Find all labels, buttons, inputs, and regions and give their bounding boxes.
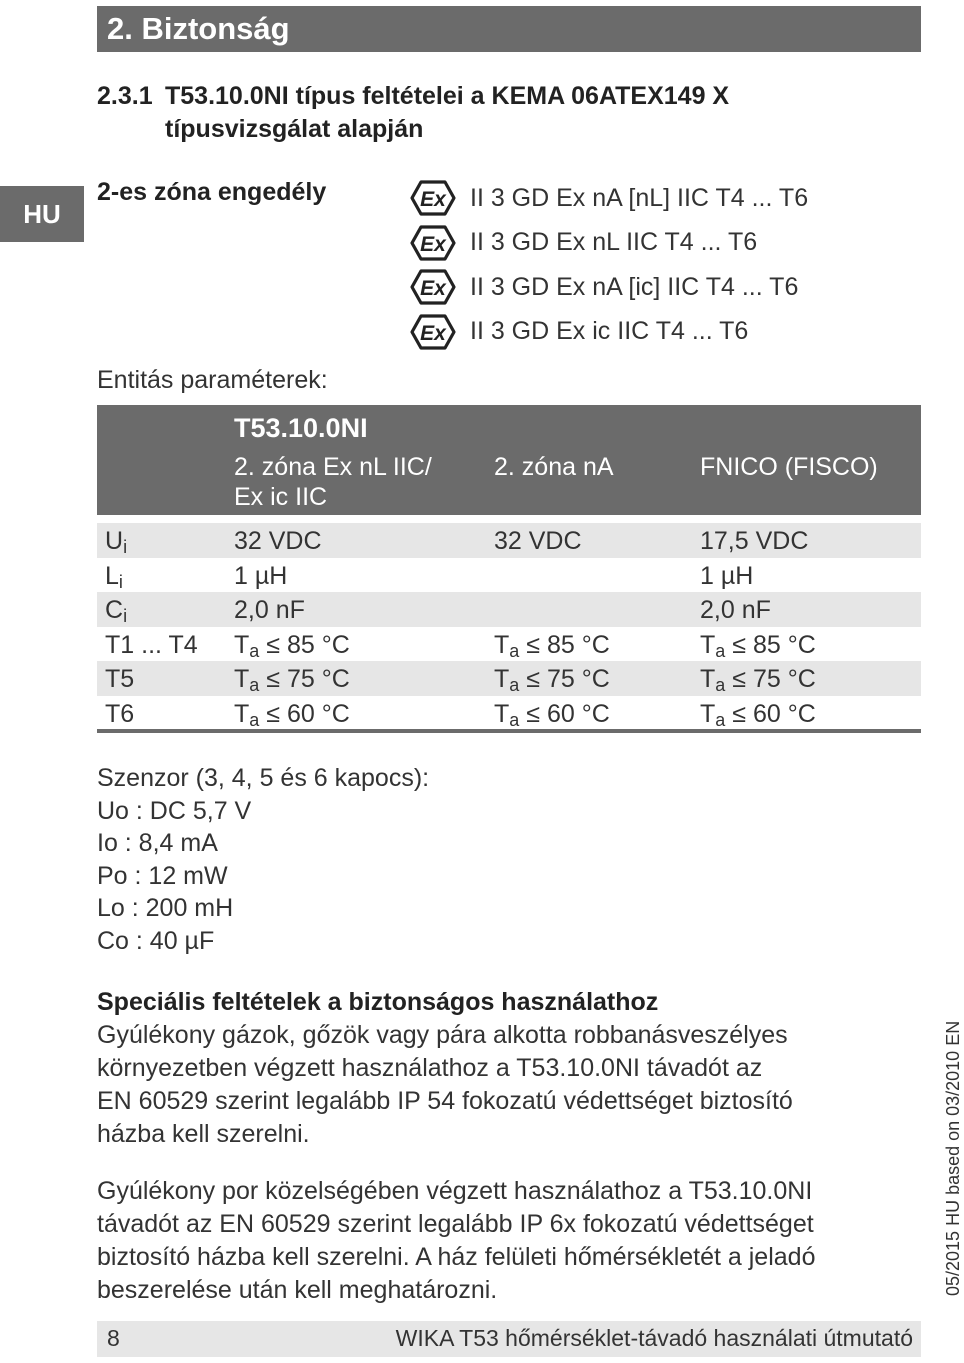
- text-line: EN 60529 szerint legalább IP 54 fokozatú védettséget biztosító: [97, 1087, 793, 1115]
- table-cell-temp: $T_a \le 85$ °C: [700, 630, 816, 661]
- ex-explosion-protection-icon: [410, 180, 456, 216]
- text-line: házba kell szerelni.: [97, 1120, 310, 1148]
- table-col2-header: 2. zóna nA: [494, 453, 614, 481]
- sensor-line: Lo : 200 mH: [97, 894, 234, 922]
- svg-text:Ex: Ex: [420, 321, 446, 345]
- table-cell-param: T1 ... T4: [105, 630, 198, 659]
- section-title: 2. Biztonság: [107, 11, 290, 46]
- text-line: távadót az EN 60529 szerint legalább IP 6x fokozatú védettséget: [97, 1210, 814, 1238]
- zone-approval-list: [410, 176, 808, 354]
- table-cell-param: T5: [105, 665, 135, 693]
- sensor-line: Io : 8,4 mA: [97, 829, 218, 857]
- approval-item: [410, 176, 808, 221]
- svg-text:Ex: Ex: [420, 188, 446, 212]
- table-col3-header: FNICO (FISCO): [700, 453, 878, 481]
- sensor-line: Po : 12 mW: [97, 861, 228, 890]
- table-cell: 1 µH: [234, 561, 288, 590]
- text-line: biztosító házba kell szerelni. A ház felületi hőmérsékletét a jeladó: [97, 1243, 816, 1271]
- svg-text:Ex: Ex: [420, 277, 446, 301]
- special-conditions-title: Speciális feltételek a biztonságos használathoz: [97, 988, 659, 1016]
- table-cell: 2,0 nF: [234, 596, 305, 624]
- special-conditions: [97, 986, 887, 1307]
- special-paragraph-2: [97, 1175, 887, 1307]
- table-cell-temp: $T_a \le 60$ °C: [494, 699, 610, 730]
- table-cell: 32 VDC: [234, 527, 322, 555]
- table-cell: 17,5 VDC: [700, 527, 809, 555]
- text-line: környezetben végzett használathoz a T53.10.0NI távadót az: [97, 1054, 763, 1082]
- table-col1-header-line2: Ex ic IIC: [234, 483, 328, 511]
- entity-table-header: [97, 405, 921, 515]
- page-footer: [97, 1321, 921, 1357]
- table-cell-temp: $T_a \le 60$ °C: [700, 699, 816, 730]
- svg-text:Ex: Ex: [420, 232, 446, 256]
- subsection-title-line2: típusvizsgálat alapján: [165, 115, 424, 143]
- table-cell-param: T6: [105, 699, 135, 728]
- table-cell-temp: $T_a \le 60$ °C: [234, 699, 350, 730]
- table-row: [97, 523, 921, 558]
- table-model-name: T53.10.0NI: [234, 413, 368, 443]
- entity-parameters-label: Entitás paraméterek:: [97, 366, 328, 394]
- approval-item: [410, 265, 808, 310]
- footer-title: WIKA T53 hőmérséklet-távadó használati útmutató: [395, 1325, 913, 1351]
- table-cell-temp: $T_a \le 85$ °C: [494, 630, 610, 661]
- table-cell-param: $U_i$: [105, 527, 128, 557]
- section-header: [97, 6, 921, 52]
- page-number: 8: [107, 1325, 120, 1351]
- table-row: [97, 696, 921, 731]
- approval-item: [410, 221, 808, 266]
- entity-table-body: [97, 523, 921, 730]
- table-bottom-rule: [97, 729, 921, 733]
- approval-text: II 3 GD Ex nA [nL] IIC T4 ... T6: [470, 183, 809, 212]
- table-cell-temp: $T_a \le 75$ °C: [494, 665, 610, 695]
- table-row: [97, 627, 921, 662]
- language-tab: HU: [0, 186, 84, 242]
- table-cell: 1 µH: [700, 561, 754, 590]
- table-cell-temp: $T_a \le 85$ °C: [234, 630, 350, 661]
- table-col1-header-line1: 2. zóna Ex nL IIC/: [234, 453, 432, 481]
- table-cell: 2,0 nF: [700, 596, 771, 624]
- subsection-number: 2.3.1: [97, 82, 153, 110]
- approval-text: II 3 GD Ex nA [ic] IIC T4 ... T6: [470, 272, 799, 301]
- text-line: beszerelése után kell meghatározni.: [97, 1276, 498, 1304]
- sensor-title: Szenzor (3, 4, 5 és 6 kapocs):: [97, 764, 430, 792]
- table-row: [97, 661, 921, 696]
- subsection-heading: [97, 80, 857, 146]
- table-cell: 32 VDC: [494, 527, 582, 555]
- table-cell-param: $C_i$: [105, 596, 128, 626]
- sensor-parameters: [97, 762, 429, 957]
- table-cell-temp: $T_a \le 75$ °C: [234, 665, 350, 695]
- sensor-line: Uo : DC 5,7 V: [97, 796, 252, 825]
- approval-item: [410, 310, 808, 355]
- ex-explosion-protection-icon: [410, 314, 456, 350]
- text-line: Gyúlékony por közelségében végzett használathoz a T53.10.0NI: [97, 1177, 813, 1205]
- approval-text: II 3 GD Ex nL IIC T4 ... T6: [470, 228, 758, 257]
- special-paragraph-1: [97, 1019, 887, 1151]
- text-line: Gyúlékony gázok, gőzök vagy pára alkotta robbanásveszélyes: [97, 1021, 788, 1049]
- table-row: [97, 558, 921, 593]
- zone-approval-label: 2-es zóna engedély: [97, 178, 327, 206]
- approval-text: II 3 GD Ex ic IIC T4 ... T6: [470, 317, 749, 346]
- side-version-note: 05/2015 HU based on 03/2010 EN: [943, 1020, 963, 1296]
- subsection-title-line1: T53.10.0NI típus feltételei a KEMA 06ATEX149 X: [165, 82, 730, 110]
- ex-explosion-protection-icon: [410, 225, 456, 261]
- table-cell-param: $L_i$: [105, 561, 123, 592]
- sensor-line: Co : 40 µF: [97, 926, 215, 955]
- table-row: [97, 592, 921, 627]
- ex-explosion-protection-icon: [410, 269, 456, 305]
- table-cell-temp: $T_a \le 75$ °C: [700, 665, 816, 695]
